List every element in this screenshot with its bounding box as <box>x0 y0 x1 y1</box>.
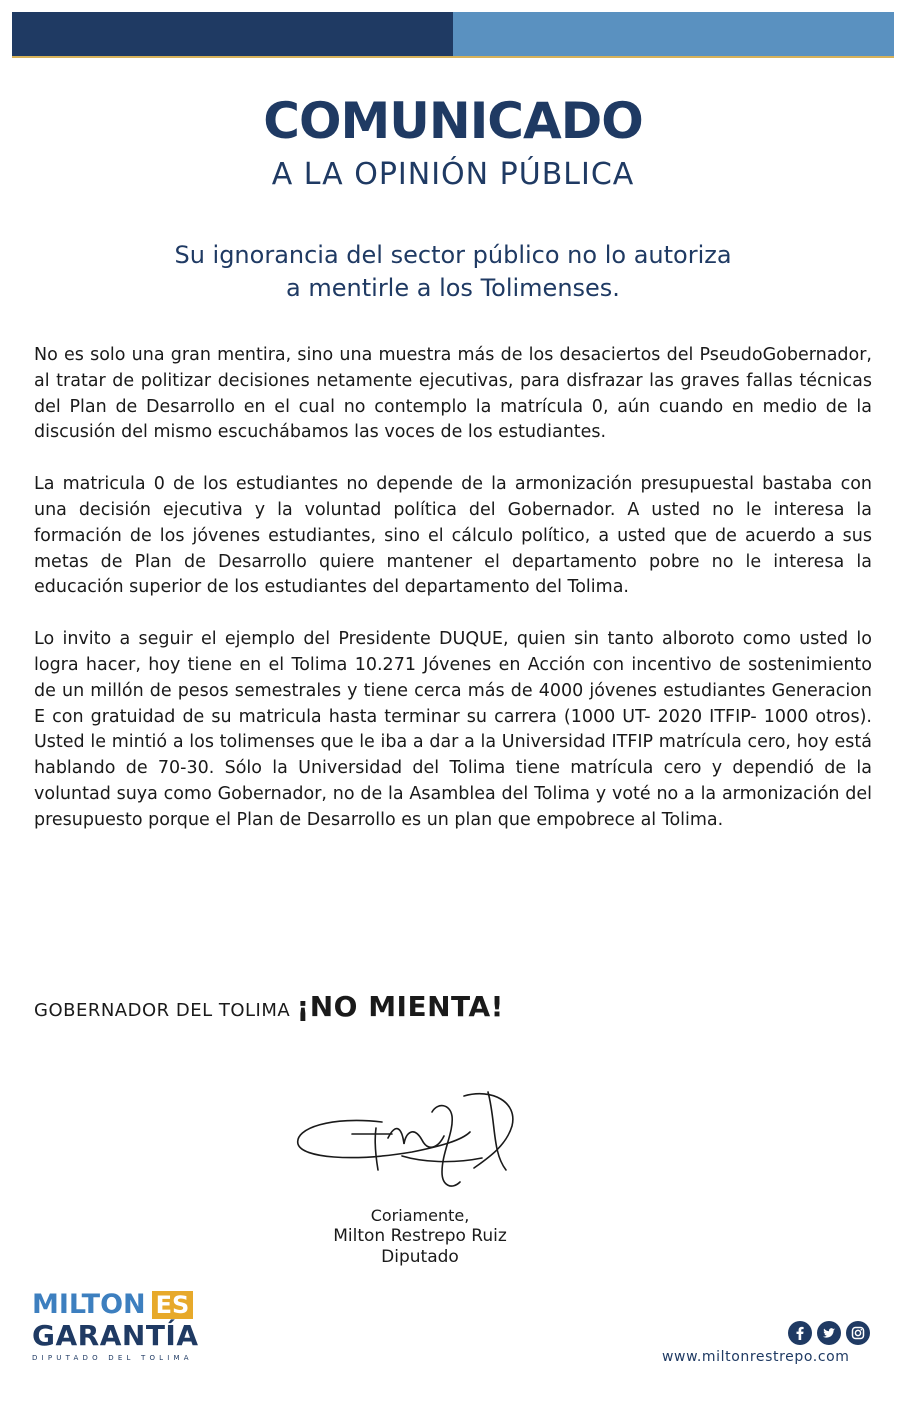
logo-tagline: DIPUTADO DEL TOLIMA <box>32 1354 193 1362</box>
document-title: COMUNICADO <box>263 92 643 150</box>
instagram-icon[interactable] <box>846 1321 870 1345</box>
logo-garantia: GARANTÍA <box>32 1319 199 1352</box>
paragraph-3: Lo invito a seguir el ejemplo del Presidente DUQUE, quien sin tanto alboroto como usted lo logra hacer, hoy tiene en el Tolima 10.271 Jóvenes en Acción con incentivo de sostenimiento de un millón de pesos semestrales y tiene cerca más de 4000 jóvenes estudiantes Generacion E con gratuidad de su matricula hasta terminar su carrera (1000 UT- 2020 ITFIP- 1000 otros). Usted le mintió a los tolimenses que le iba a dar a la Universidad ITFIP matrícula cero, hoy está hablando de 70-30. Sólo la Universidad del Tolima tiene matrícula cero y dependió de la voluntad suya como Gobernador, no de la Asamblea del Tolima y voté no a la armonización del presupuesto porque el Plan de Desarrollo es un plan que empobrece al Tolima. <box>34 629 872 830</box>
headline <box>100 239 806 305</box>
closing-statement <box>34 990 504 1023</box>
closing-prefix: GOBERNADOR DEL TOLIMA <box>34 1000 297 1021</box>
top-bar-light-segment <box>453 12 894 56</box>
signer-role: Diputado <box>381 1247 459 1267</box>
top-color-bar <box>12 12 894 56</box>
paragraph-1: No es solo una gran mentira, sino una muestra más de los desaciertos del PseudoGobernador, al tratar de politizar decisiones netamente ejecutivas, para disfrazar las graves fallas técnicas del Plan de Desarrollo en el cual no contemplo la matrícula 0, aún cuando en medio de la discusión del mismo escuchábamos las voces de los estudiantes. <box>34 345 872 443</box>
handwritten-signature <box>292 1082 522 1192</box>
signature-block <box>300 1205 540 1268</box>
salutation: Coriamente, <box>370 1206 470 1225</box>
closing-emphasis: ¡NO MIENTA! <box>296 990 504 1023</box>
twitter-icon[interactable] <box>817 1321 841 1345</box>
social-icons <box>788 1321 870 1345</box>
facebook-icon[interactable] <box>788 1321 812 1345</box>
logo-row-1 <box>32 1290 232 1320</box>
campaign-logo <box>32 1290 232 1362</box>
logo-milton: MILTON <box>32 1289 146 1320</box>
body-text <box>34 343 872 834</box>
logo-es-badge: ES <box>152 1291 194 1319</box>
top-bar-dark-segment <box>12 12 453 56</box>
document-subtitle: A LA OPINIÓN PÚBLICA <box>271 157 635 192</box>
headline-line-1: Su ignorancia del sector público no lo autoriza <box>174 241 732 269</box>
website-link[interactable]: www.miltonrestrepo.com <box>662 1349 850 1365</box>
signer-name: Milton Restrepo Ruiz <box>333 1226 507 1246</box>
paragraph-2: La matricula 0 de los estudiantes no depende de la armonización presupuestal bastaba con una decisión ejecutiva y la voluntad política del Gobernador. A usted no le interesa la formación de los jóvenes estudiantes, sino el cálculo político, a usted que de acuerdo a sus metas de Plan de Desarrollo quiere mantener el departamento pobre no le interesa la educación superior de los estudiantes del departamento del Tolima. <box>34 474 872 598</box>
headline-line-2: a mentirle a los Tolimenses. <box>286 274 620 302</box>
